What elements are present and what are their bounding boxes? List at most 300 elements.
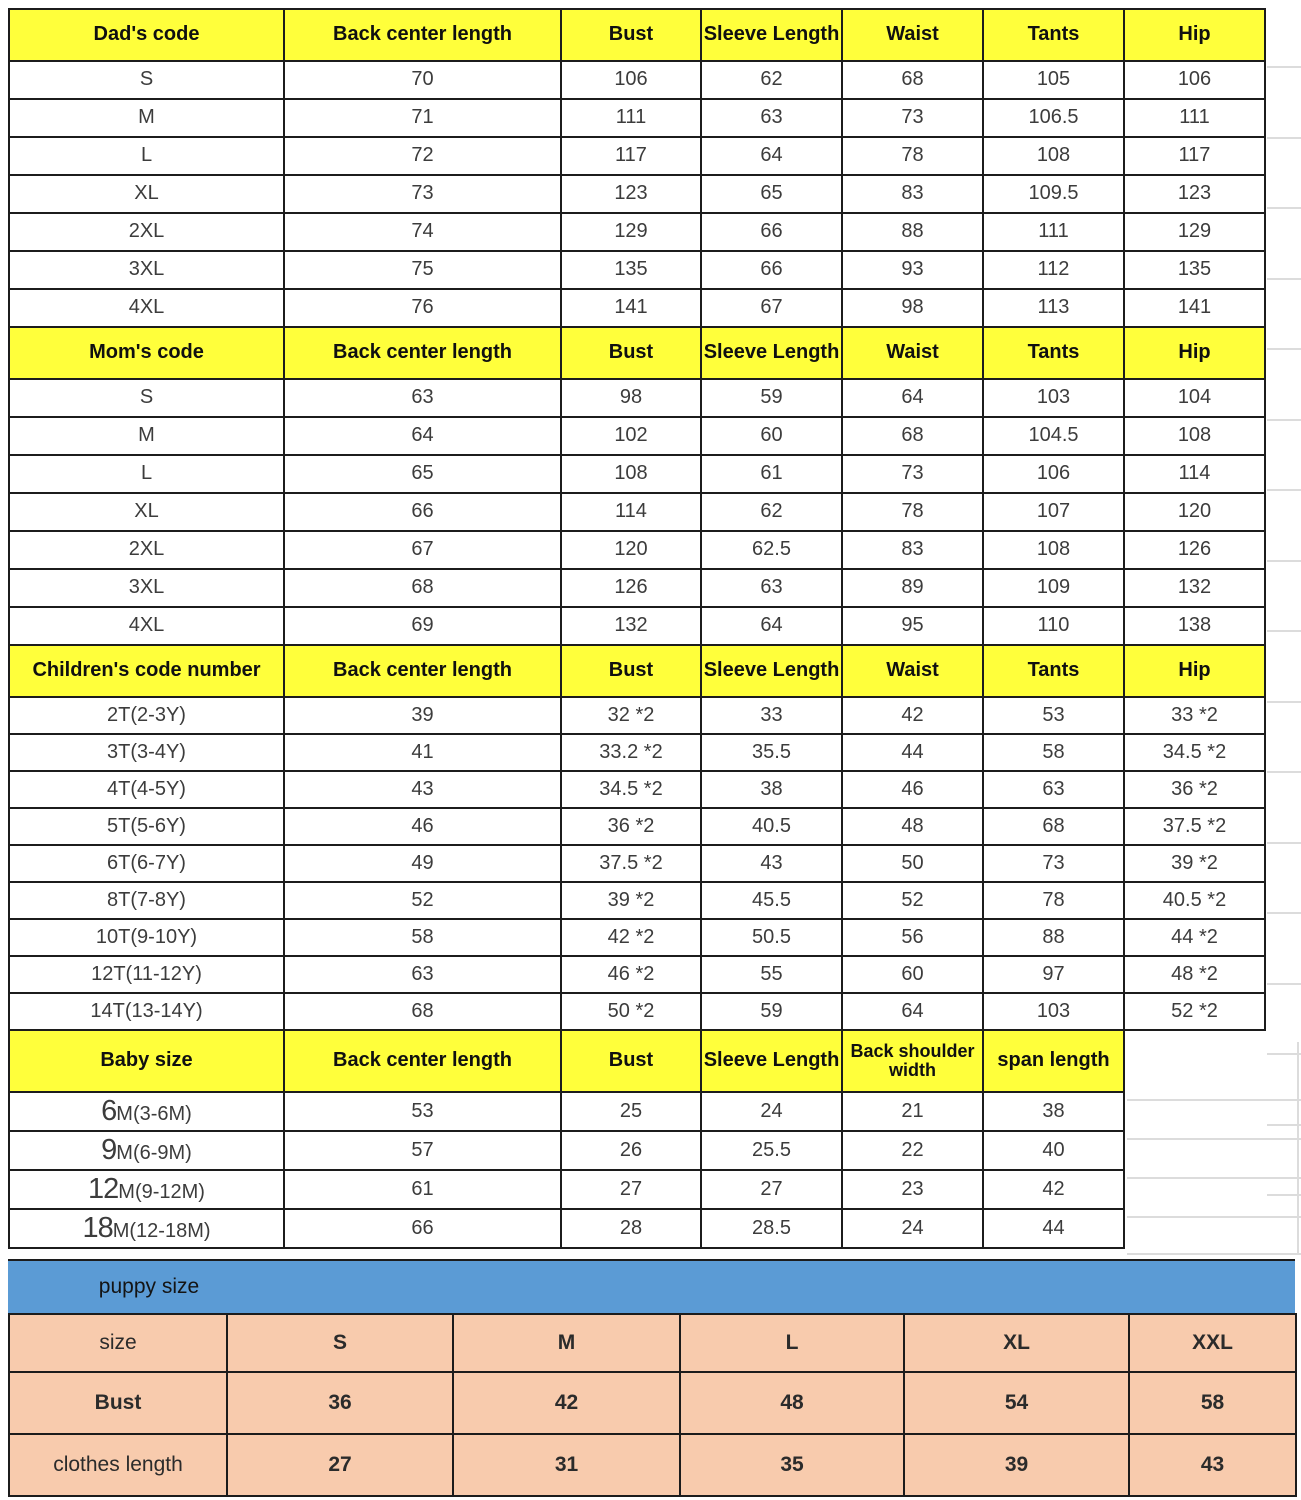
baby-column-header: Bust <box>561 1030 701 1092</box>
row-label <box>9 1131 284 1170</box>
value-cell: 27 <box>701 1170 842 1209</box>
value-cell: 112 <box>983 251 1124 289</box>
dad-column-header: Bust <box>561 9 701 61</box>
value-cell: 67 <box>701 289 842 327</box>
value-cell: 53 <box>284 1092 561 1131</box>
value-cell: 126 <box>561 569 701 607</box>
value-cell: 33.2 *2 <box>561 734 701 771</box>
empty-cell <box>1124 1131 1265 1170</box>
value-cell: 64 <box>284 417 561 455</box>
row-label: 4XL <box>9 607 284 645</box>
baby-label-big: 9 <box>101 1134 117 1166</box>
mom-column-header: Bust <box>561 327 701 379</box>
mom-column-header: Mom's code <box>9 327 284 379</box>
value-cell: 106 <box>983 455 1124 493</box>
row-label: 2XL <box>9 213 284 251</box>
children-row <box>9 956 1265 993</box>
puppy-size-title: puppy size <box>98 1275 200 1298</box>
value-cell: 64 <box>842 379 983 417</box>
grid-line <box>1267 701 1301 703</box>
value-cell: 60 <box>842 956 983 993</box>
value-cell: 78 <box>842 137 983 175</box>
value-cell: 40 <box>983 1131 1124 1170</box>
mom-row <box>9 455 1265 493</box>
value-cell: 66 <box>701 213 842 251</box>
value-cell: 46 <box>842 771 983 808</box>
baby-row <box>9 1209 1265 1248</box>
row-label <box>9 1209 284 1248</box>
baby-label-rest: M(12-18M) <box>112 1220 211 1242</box>
value-cell: 58 <box>1129 1372 1296 1434</box>
row-label: 5T(5-6Y) <box>9 808 284 845</box>
value-cell: 28.5 <box>701 1209 842 1248</box>
grid-line <box>1267 842 1301 844</box>
value-cell: 62 <box>701 493 842 531</box>
value-cell: 39 *2 <box>1124 845 1265 882</box>
value-cell: 95 <box>842 607 983 645</box>
dad-row <box>9 289 1265 327</box>
dad-row <box>9 251 1265 289</box>
grid-line <box>1267 489 1301 491</box>
row-label: 2T(2-3Y) <box>9 697 284 734</box>
value-cell: 63 <box>701 569 842 607</box>
grid-line <box>1127 1138 1301 1140</box>
grid-line <box>1267 137 1301 139</box>
value-cell: 66 <box>284 1209 561 1248</box>
value-cell: 21 <box>842 1092 983 1131</box>
value-cell: 132 <box>561 607 701 645</box>
value-cell: 106 <box>561 61 701 99</box>
value-cell: 44 *2 <box>1124 919 1265 956</box>
children-row <box>9 734 1265 771</box>
value-cell: 43 <box>284 771 561 808</box>
value-cell: 42 <box>453 1372 680 1434</box>
row-label: 6T(6-7Y) <box>9 845 284 882</box>
value-cell: 31 <box>453 1434 680 1496</box>
value-cell: 141 <box>561 289 701 327</box>
value-cell: 34.5 *2 <box>561 771 701 808</box>
value-cell: 52 <box>842 882 983 919</box>
value-cell: 71 <box>284 99 561 137</box>
value-cell: 78 <box>983 882 1124 919</box>
value-cell: 70 <box>284 61 561 99</box>
value-cell: 123 <box>561 175 701 213</box>
row-label: Bust <box>9 1372 227 1434</box>
mom-header-row <box>9 327 1265 379</box>
value-cell: 56 <box>842 919 983 956</box>
value-cell: 63 <box>284 379 561 417</box>
puppy-size-banner <box>8 1259 1295 1313</box>
value-cell: 69 <box>284 607 561 645</box>
value-cell: 73 <box>842 99 983 137</box>
value-cell: 108 <box>983 531 1124 569</box>
puppy-corner-label: size <box>9 1314 227 1372</box>
value-cell: 68 <box>842 61 983 99</box>
row-label: 2XL <box>9 531 284 569</box>
children-row <box>9 919 1265 956</box>
grid-line <box>1267 1053 1301 1055</box>
puppy-row <box>9 1434 1296 1496</box>
grid-line <box>1267 348 1301 350</box>
empty-cell <box>1124 1092 1265 1131</box>
children-row <box>9 845 1265 882</box>
value-cell: 98 <box>561 379 701 417</box>
grid-line <box>1267 771 1301 773</box>
row-label: 3XL <box>9 569 284 607</box>
children-column-header: Sleeve Length <box>701 645 842 697</box>
value-cell: 44 <box>842 734 983 771</box>
puppy-size-header: XXL <box>1129 1314 1296 1372</box>
value-cell: 65 <box>701 175 842 213</box>
grid-line <box>1127 1177 1301 1179</box>
row-label: 10T(9-10Y) <box>9 919 284 956</box>
grid-line <box>1127 1253 1301 1255</box>
value-cell: 57 <box>284 1131 561 1170</box>
row-label: 4T(4-5Y) <box>9 771 284 808</box>
dad-row <box>9 137 1265 175</box>
value-cell: 113 <box>983 289 1124 327</box>
value-cell: 28 <box>561 1209 701 1248</box>
value-cell: 46 <box>284 808 561 845</box>
value-cell: 23 <box>842 1170 983 1209</box>
value-cell: 24 <box>842 1209 983 1248</box>
value-cell: 58 <box>983 734 1124 771</box>
value-cell: 52 <box>284 882 561 919</box>
baby-column-header: Back shoulder width <box>842 1030 983 1092</box>
value-cell: 135 <box>561 251 701 289</box>
children-row <box>9 993 1265 1030</box>
value-cell: 110 <box>983 607 1124 645</box>
value-cell: 117 <box>1124 137 1265 175</box>
row-label <box>9 1170 284 1209</box>
puppy-size-header: M <box>453 1314 680 1372</box>
value-cell: 42 <box>983 1170 1124 1209</box>
value-cell: 38 <box>983 1092 1124 1131</box>
value-cell: 68 <box>983 808 1124 845</box>
value-cell: 64 <box>842 993 983 1030</box>
value-cell: 50 <box>842 845 983 882</box>
value-cell: 73 <box>983 845 1124 882</box>
mom-column-header: Hip <box>1124 327 1265 379</box>
children-row <box>9 882 1265 919</box>
grid-line <box>1267 630 1301 632</box>
value-cell: 58 <box>284 919 561 956</box>
baby-row <box>9 1092 1265 1131</box>
grid-line <box>1267 912 1301 914</box>
mom-column-header: Waist <box>842 327 983 379</box>
dad-column-header: Waist <box>842 9 983 61</box>
children-column-header: Tants <box>983 645 1124 697</box>
row-label: S <box>9 379 284 417</box>
value-cell: 123 <box>1124 175 1265 213</box>
dad-row <box>9 175 1265 213</box>
value-cell: 33 <box>701 697 842 734</box>
value-cell: 53 <box>983 697 1124 734</box>
value-cell: 36 *2 <box>1124 771 1265 808</box>
value-cell: 68 <box>284 569 561 607</box>
dad-column-header: Dad's code <box>9 9 284 61</box>
dad-row <box>9 61 1265 99</box>
baby-label-rest: M(6-9M) <box>116 1142 192 1164</box>
value-cell: 27 <box>227 1434 453 1496</box>
value-cell: 93 <box>842 251 983 289</box>
row-label <box>9 1092 284 1131</box>
value-cell: 63 <box>983 771 1124 808</box>
dad-column-header: Hip <box>1124 9 1265 61</box>
value-cell: 108 <box>983 137 1124 175</box>
value-cell: 37.5 *2 <box>561 845 701 882</box>
children-header-row <box>9 645 1265 697</box>
value-cell: 48 <box>680 1372 904 1434</box>
value-cell: 52 *2 <box>1124 993 1265 1030</box>
value-cell: 25 <box>561 1092 701 1131</box>
row-label: 8T(7-8Y) <box>9 882 284 919</box>
value-cell: 43 <box>1129 1434 1296 1496</box>
row-label: 12T(11-12Y) <box>9 956 284 993</box>
value-cell: 129 <box>561 213 701 251</box>
mom-row <box>9 607 1265 645</box>
value-cell: 41 <box>284 734 561 771</box>
empty-cell <box>1124 1030 1265 1092</box>
value-cell: 24 <box>701 1092 842 1131</box>
value-cell: 111 <box>983 213 1124 251</box>
value-cell: 68 <box>842 417 983 455</box>
value-cell: 88 <box>983 919 1124 956</box>
value-cell: 65 <box>284 455 561 493</box>
baby-column-header: Back center length <box>284 1030 561 1092</box>
value-cell: 72 <box>284 137 561 175</box>
value-cell: 141 <box>1124 289 1265 327</box>
value-cell: 66 <box>701 251 842 289</box>
baby-header-row <box>9 1030 1265 1092</box>
value-cell: 75 <box>284 251 561 289</box>
value-cell: 120 <box>1124 493 1265 531</box>
value-cell: 109 <box>983 569 1124 607</box>
value-cell: 37.5 *2 <box>1124 808 1265 845</box>
value-cell: 106 <box>1124 61 1265 99</box>
value-cell: 36 <box>227 1372 453 1434</box>
value-cell: 111 <box>1124 99 1265 137</box>
empty-cell <box>1124 1170 1265 1209</box>
baby-label-big: 6 <box>101 1095 117 1127</box>
children-row <box>9 808 1265 845</box>
baby-column-header: Sleeve Length <box>701 1030 842 1092</box>
row-label: 4XL <box>9 289 284 327</box>
dad-column-header: Back center length <box>284 9 561 61</box>
baby-column-header: span length <box>983 1030 1124 1092</box>
value-cell: 35 <box>680 1434 904 1496</box>
value-cell: 39 <box>284 697 561 734</box>
value-cell: 138 <box>1124 607 1265 645</box>
mom-row <box>9 417 1265 455</box>
value-cell: 40.5 *2 <box>1124 882 1265 919</box>
row-label: XL <box>9 175 284 213</box>
value-cell: 107 <box>983 493 1124 531</box>
children-column-header: Hip <box>1124 645 1265 697</box>
value-cell: 89 <box>842 569 983 607</box>
value-cell: 108 <box>1124 417 1265 455</box>
value-cell: 64 <box>701 137 842 175</box>
value-cell: 66 <box>284 493 561 531</box>
value-cell: 33 *2 <box>1124 697 1265 734</box>
value-cell: 62 <box>701 61 842 99</box>
puppy-row <box>9 1372 1296 1434</box>
value-cell: 114 <box>1124 455 1265 493</box>
grid-line <box>1127 1216 1301 1218</box>
value-cell: 102 <box>561 417 701 455</box>
value-cell: 49 <box>284 845 561 882</box>
value-cell: 117 <box>561 137 701 175</box>
mom-column-header: Tants <box>983 327 1124 379</box>
value-cell: 43 <box>701 845 842 882</box>
family-size-table <box>8 8 1266 1249</box>
value-cell: 98 <box>842 289 983 327</box>
empty-cell <box>1124 1209 1265 1248</box>
value-cell: 48 <box>842 808 983 845</box>
value-cell: 132 <box>1124 569 1265 607</box>
value-cell: 60 <box>701 417 842 455</box>
dad-header-row <box>9 9 1265 61</box>
value-cell: 104.5 <box>983 417 1124 455</box>
value-cell: 120 <box>561 531 701 569</box>
value-cell: 135 <box>1124 251 1265 289</box>
children-row <box>9 697 1265 734</box>
value-cell: 103 <box>983 379 1124 417</box>
mom-column-header: Back center length <box>284 327 561 379</box>
value-cell: 39 *2 <box>561 882 701 919</box>
value-cell: 59 <box>701 993 842 1030</box>
value-cell: 48 *2 <box>1124 956 1265 993</box>
baby-row <box>9 1131 1265 1170</box>
value-cell: 63 <box>284 956 561 993</box>
dad-row <box>9 213 1265 251</box>
value-cell: 106.5 <box>983 99 1124 137</box>
baby-label-big: 12 <box>88 1173 119 1205</box>
value-cell: 22 <box>842 1131 983 1170</box>
value-cell: 32 *2 <box>561 697 701 734</box>
value-cell: 73 <box>842 455 983 493</box>
dad-column-header: Sleeve Length <box>701 9 842 61</box>
value-cell: 74 <box>284 213 561 251</box>
children-column-header: Back center length <box>284 645 561 697</box>
row-label: M <box>9 417 284 455</box>
children-column-header: Waist <box>842 645 983 697</box>
value-cell: 39 <box>904 1434 1129 1496</box>
grid-line <box>1267 66 1301 68</box>
baby-row <box>9 1170 1265 1209</box>
value-cell: 50 *2 <box>561 993 701 1030</box>
value-cell: 55 <box>701 956 842 993</box>
baby-column-header: Baby size <box>9 1030 284 1092</box>
row-label: L <box>9 137 284 175</box>
row-label: L <box>9 455 284 493</box>
grid-line <box>1127 1099 1301 1101</box>
value-cell: 129 <box>1124 213 1265 251</box>
value-cell: 97 <box>983 956 1124 993</box>
grid-line <box>1267 983 1301 985</box>
puppy-header-row <box>9 1314 1296 1372</box>
value-cell: 38 <box>701 771 842 808</box>
mom-row <box>9 493 1265 531</box>
mom-row <box>9 569 1265 607</box>
puppy-size-header: S <box>227 1314 453 1372</box>
value-cell: 108 <box>561 455 701 493</box>
value-cell: 45.5 <box>701 882 842 919</box>
value-cell: 67 <box>284 531 561 569</box>
grid-line <box>1267 1124 1301 1126</box>
value-cell: 78 <box>842 493 983 531</box>
baby-label-rest: M(3-6M) <box>116 1103 192 1125</box>
value-cell: 42 <box>842 697 983 734</box>
row-label: 14T(13-14Y) <box>9 993 284 1030</box>
value-cell: 64 <box>701 607 842 645</box>
value-cell: 27 <box>561 1170 701 1209</box>
value-cell: 76 <box>284 289 561 327</box>
value-cell: 63 <box>701 99 842 137</box>
value-cell: 83 <box>842 531 983 569</box>
row-label: 3T(3-4Y) <box>9 734 284 771</box>
value-cell: 104 <box>1124 379 1265 417</box>
value-cell: 109.5 <box>983 175 1124 213</box>
value-cell: 44 <box>983 1209 1124 1248</box>
row-label: S <box>9 61 284 99</box>
value-cell: 103 <box>983 993 1124 1030</box>
mom-row <box>9 379 1265 417</box>
value-cell: 105 <box>983 61 1124 99</box>
grid-line <box>1267 1194 1301 1196</box>
dad-column-header: Tants <box>983 9 1124 61</box>
value-cell: 26 <box>561 1131 701 1170</box>
row-label: M <box>9 99 284 137</box>
value-cell: 42 *2 <box>561 919 701 956</box>
grid-line <box>1267 278 1301 280</box>
value-cell: 88 <box>842 213 983 251</box>
value-cell: 73 <box>284 175 561 213</box>
mom-row <box>9 531 1265 569</box>
value-cell: 62.5 <box>701 531 842 569</box>
value-cell: 68 <box>284 993 561 1030</box>
children-column-header: Bust <box>561 645 701 697</box>
value-cell: 61 <box>701 455 842 493</box>
grid-line <box>1267 207 1301 209</box>
grid-line <box>1267 560 1301 562</box>
value-cell: 34.5 *2 <box>1124 734 1265 771</box>
children-column-header: Children's code number <box>9 645 284 697</box>
grid-line <box>1297 1042 1299 1255</box>
dad-row <box>9 99 1265 137</box>
row-label: clothes length <box>9 1434 227 1496</box>
puppy-size-table <box>8 1313 1297 1497</box>
value-cell: 40.5 <box>701 808 842 845</box>
value-cell: 114 <box>561 493 701 531</box>
row-label: 3XL <box>9 251 284 289</box>
value-cell: 50.5 <box>701 919 842 956</box>
baby-label-big: 18 <box>82 1212 113 1244</box>
mom-column-header: Sleeve Length <box>701 327 842 379</box>
value-cell: 36 *2 <box>561 808 701 845</box>
value-cell: 126 <box>1124 531 1265 569</box>
value-cell: 83 <box>842 175 983 213</box>
value-cell: 35.5 <box>701 734 842 771</box>
value-cell: 59 <box>701 379 842 417</box>
children-row <box>9 771 1265 808</box>
value-cell: 25.5 <box>701 1131 842 1170</box>
value-cell: 111 <box>561 99 701 137</box>
puppy-size-header: L <box>680 1314 904 1372</box>
baby-label-rest: M(9-12M) <box>118 1181 205 1203</box>
grid-line <box>1267 419 1301 421</box>
value-cell: 61 <box>284 1170 561 1209</box>
